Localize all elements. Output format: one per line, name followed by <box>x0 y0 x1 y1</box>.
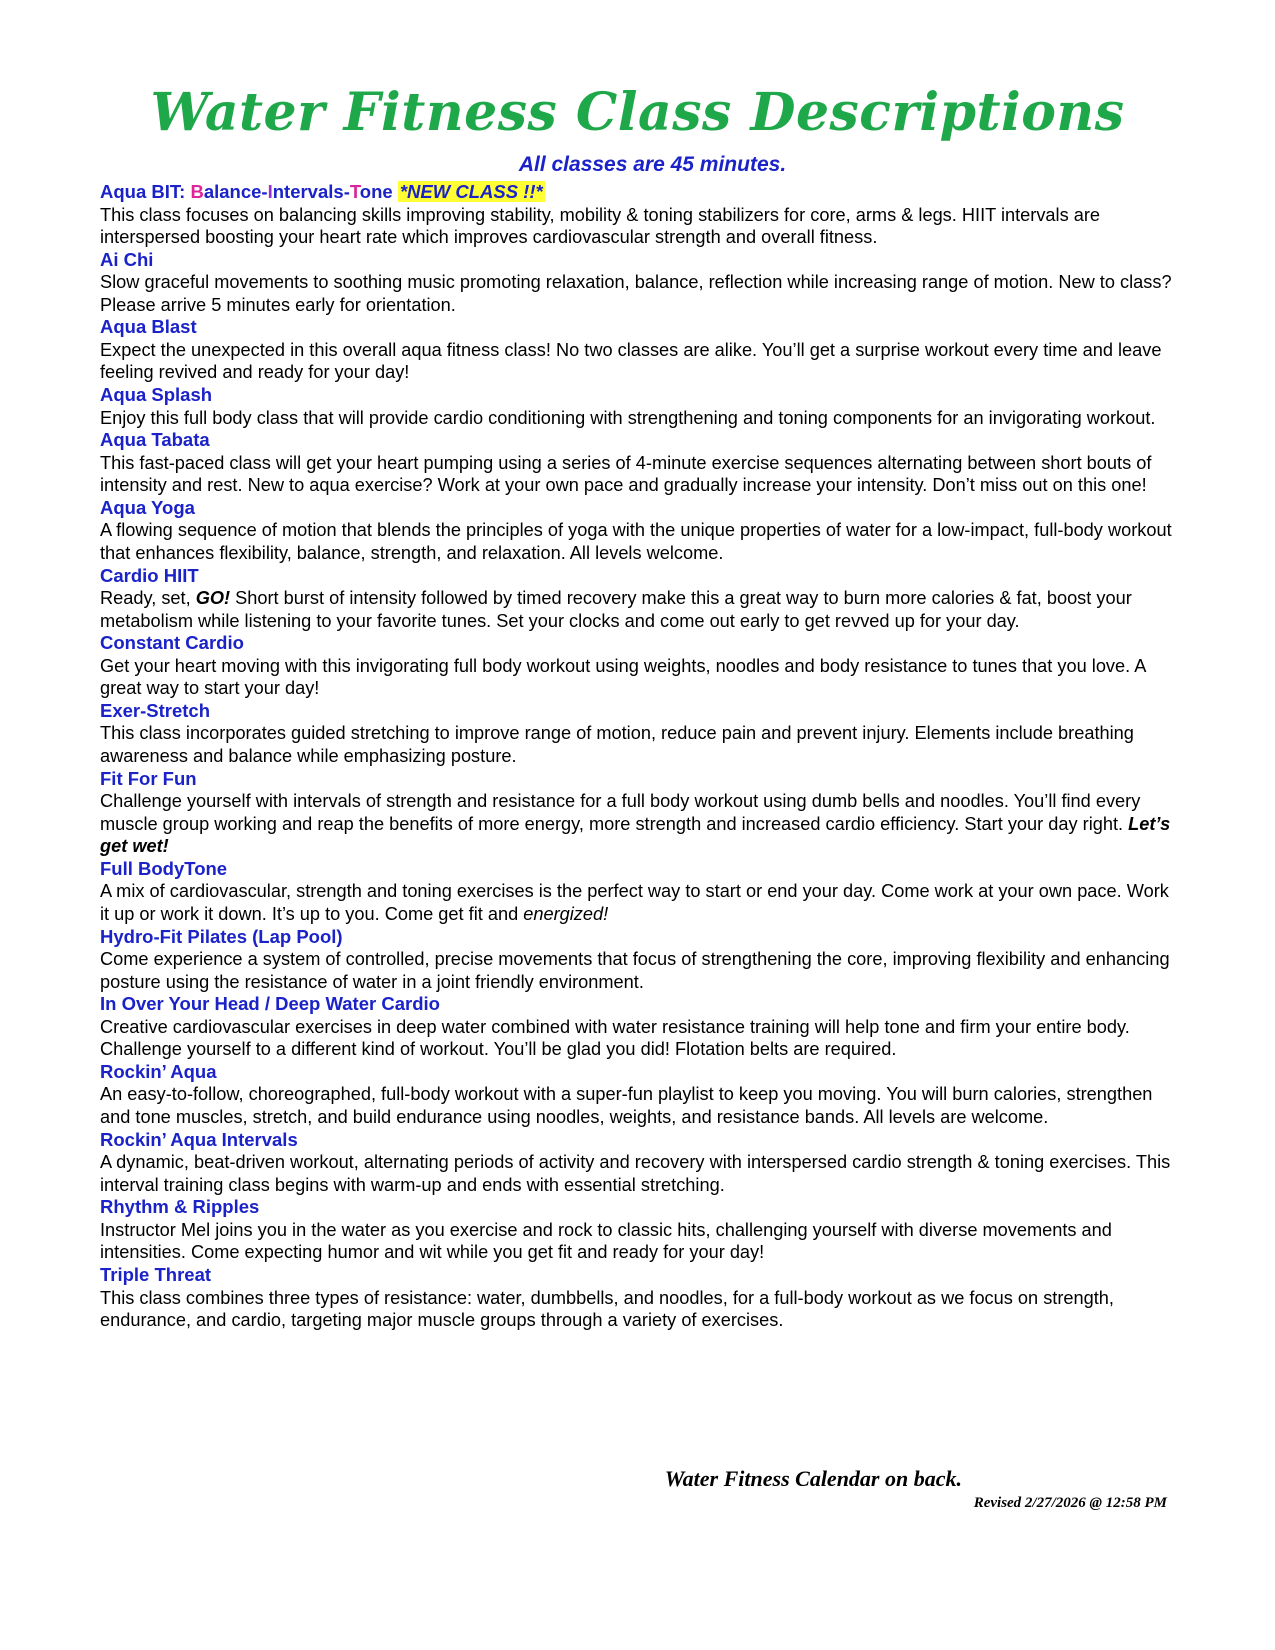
class-name: Aqua Yoga <box>100 496 195 518</box>
class-name: Rockin’ Aqua Intervals <box>100 1128 298 1150</box>
class-description: Expect the unexpected in this overall aqua fitness class! No two classes are alike. You’ll get a surprise workout every time and leave feeling revived and ready for your day! <box>100 339 1162 383</box>
class-entry <box>100 249 1180 317</box>
class-name: Cardio HIIT <box>100 564 199 586</box>
class-description: Instructor Mel joins you in the water as you exercise and rock to classic hits, challenging yourself with diverse movements and intensities. Come expecting humor and wit while you get fit and ready for your day! <box>100 1219 1112 1263</box>
class-entry <box>100 384 1180 429</box>
description-emphasis: Let’s get wet! <box>100 813 1171 857</box>
class-description: This class combines three types of resistance: water, dumbbells, and noodles, for a full-body workout as we focus on strength, endurance, and cardio, targeting major muscle groups through a variety of exercises. <box>100 1287 1114 1331</box>
class-description <box>100 880 1180 925</box>
letter-t: T <box>349 181 360 202</box>
class-entry <box>100 700 1180 768</box>
class-entry-fit-for-fun <box>100 768 1180 858</box>
class-name: Triple Threat <box>100 1264 212 1285</box>
letter-i-rest: ntervals- <box>272 181 350 202</box>
class-name: Rhythm & Ripples <box>100 1196 260 1218</box>
class-entry <box>100 1264 1180 1332</box>
class-name: Hydro-Fit Pilates (Lap Pool) <box>100 925 343 947</box>
description-lead: Challenge yourself with intervals of strength and resistance for a full body workout using dumb bells and noodles. You’ll find every muscle group working and reap the benefits of more energy, more strength and increased cardio efficiency. Start your day right. <box>100 791 1141 834</box>
class-entry <box>100 497 1180 565</box>
calendar-note: Water Fitness Calendar on back. <box>664 1466 962 1491</box>
class-description: A flowing sequence of motion that blends the principles of yoga with the unique properties of water for a low-impact, full-body workout that enhances flexibility, balance, strength, and relaxation. All levels welcome. <box>100 520 1172 563</box>
class-description: Slow graceful movements to soothing music promoting relaxation, balance, reflection while increasing range of motion. New to class? Please arrive 5 minutes early for orientation. <box>100 272 1172 315</box>
page-subtitle: All classes are 45 minutes. <box>518 153 787 176</box>
class-description: Enjoy this full body class that will provide cardio conditioning with strengthening and toning components for an invigorating workout. <box>100 407 1156 428</box>
class-name: Full BodyTone <box>100 857 228 879</box>
class-name: Aqua Tabata <box>100 429 210 451</box>
class-description <box>100 790 1180 858</box>
description-emphasis: GO! <box>195 588 231 609</box>
class-entry <box>100 993 1180 1061</box>
class-description <box>100 587 1180 632</box>
class-description: An easy-to-follow, choreographed, full-body workout with a super-fun playlist to keep you moving. You will burn calories, strengthen and tone muscles, stretch, and build endurance using noodles, weights, and resistance bands. All levels are welcome. <box>100 1084 1153 1128</box>
letter-b-rest: alance- <box>203 181 268 202</box>
class-name-prefix: Aqua BIT: <box>100 181 191 202</box>
class-entry-cardio-hiit <box>100 565 1180 633</box>
class-entry <box>100 1061 1180 1129</box>
class-name: Aqua Splash <box>100 384 213 406</box>
class-description: Creative cardiovascular exercises in deep water combined with water resistance training will help tone and firm your entire body. Challenge yourself to a different kind of workout. You’ll be glad you did! Flotation belts are required. <box>100 1016 1130 1060</box>
revised-timestamp: Revised 2/27/2026 @ 12:58 PM <box>973 1495 1167 1511</box>
class-name: Rockin’ Aqua <box>100 1060 217 1082</box>
class-entry <box>100 926 1180 994</box>
description-lead: Ready, set, <box>100 588 196 609</box>
letter-t-rest: one <box>359 181 393 202</box>
class-name: In Over Your Head / Deep Water Cardio <box>100 993 440 1015</box>
letter-b: B <box>190 181 204 202</box>
class-list <box>100 181 1180 1332</box>
class-name: Aqua Blast <box>100 316 197 338</box>
class-entry-full-bodytone <box>100 858 1180 926</box>
new-class-badge: *NEW CLASS !!* <box>399 181 543 202</box>
class-name-aqua-bit <box>100 181 1180 204</box>
class-description: Get your heart moving with this invigorating full body workout using weights, noodles and body resistance to tunes that you love. A great way to start your day! <box>100 655 1146 699</box>
class-description: This fast-paced class will get your heart pumping using a series of 4-minute exercise sequences alternating between short bouts of intensity and rest. New to aqua exercise? Work at your own pace and gradually increase your intensity. Don’t miss out on this one! <box>100 452 1152 496</box>
class-entry <box>100 429 1180 497</box>
class-name: Exer-Stretch <box>100 699 211 721</box>
page-title: Water Fitness Class Descriptions <box>150 82 1125 143</box>
class-entry <box>100 632 1180 700</box>
class-name: Constant Cardio <box>100 632 244 654</box>
description-rest: Short burst of intensity followed by timed recovery make this a great way to burn more calories & fat, boost your metabolism while listening to your favorite tunes. Set your clocks and come out early to get revved up for your day. <box>100 588 1132 631</box>
class-entry-aqua-bit <box>100 181 1180 249</box>
description-emphasis: energized! <box>523 903 609 924</box>
class-entry <box>100 316 1180 384</box>
class-description: Come experience a system of controlled, precise movements that focus of strengthening the core, improving flexibility and enhancing posture using the resistance of water in a joint friendly environment. <box>100 949 1170 992</box>
class-name: Ai Chi <box>100 248 154 270</box>
class-description: This class incorporates guided stretching to improve range of motion, reduce pain and prevent injury. Elements include breathing awareness and balance while emphasizing posture. <box>100 723 1134 766</box>
class-entry <box>100 1129 1180 1197</box>
letter-i: I <box>267 181 273 202</box>
class-description-aqua-bit: This class focuses on balancing skills improving stability, mobility & toning stabilizers for core, arms & legs. HIIT intervals are interspersed boosting your heart rate which improves cardiovascular strength and overall fitness. <box>100 204 1101 248</box>
description-lead: A mix of cardiovascular, strength and toning exercises is the perfect way to start or end your day. Come work at your own pace. Work it up or work it down. It’s up to you. Come get fit and <box>100 881 1169 924</box>
class-description: A dynamic, beat-driven workout, alternating periods of activity and recovery with interspersed cardio strength & toning exercises. This interval training class begins with warm-up and ends with essential stretching. <box>100 1152 1171 1195</box>
class-entry <box>100 1196 1180 1264</box>
class-name: Fit For Fun <box>100 767 197 789</box>
